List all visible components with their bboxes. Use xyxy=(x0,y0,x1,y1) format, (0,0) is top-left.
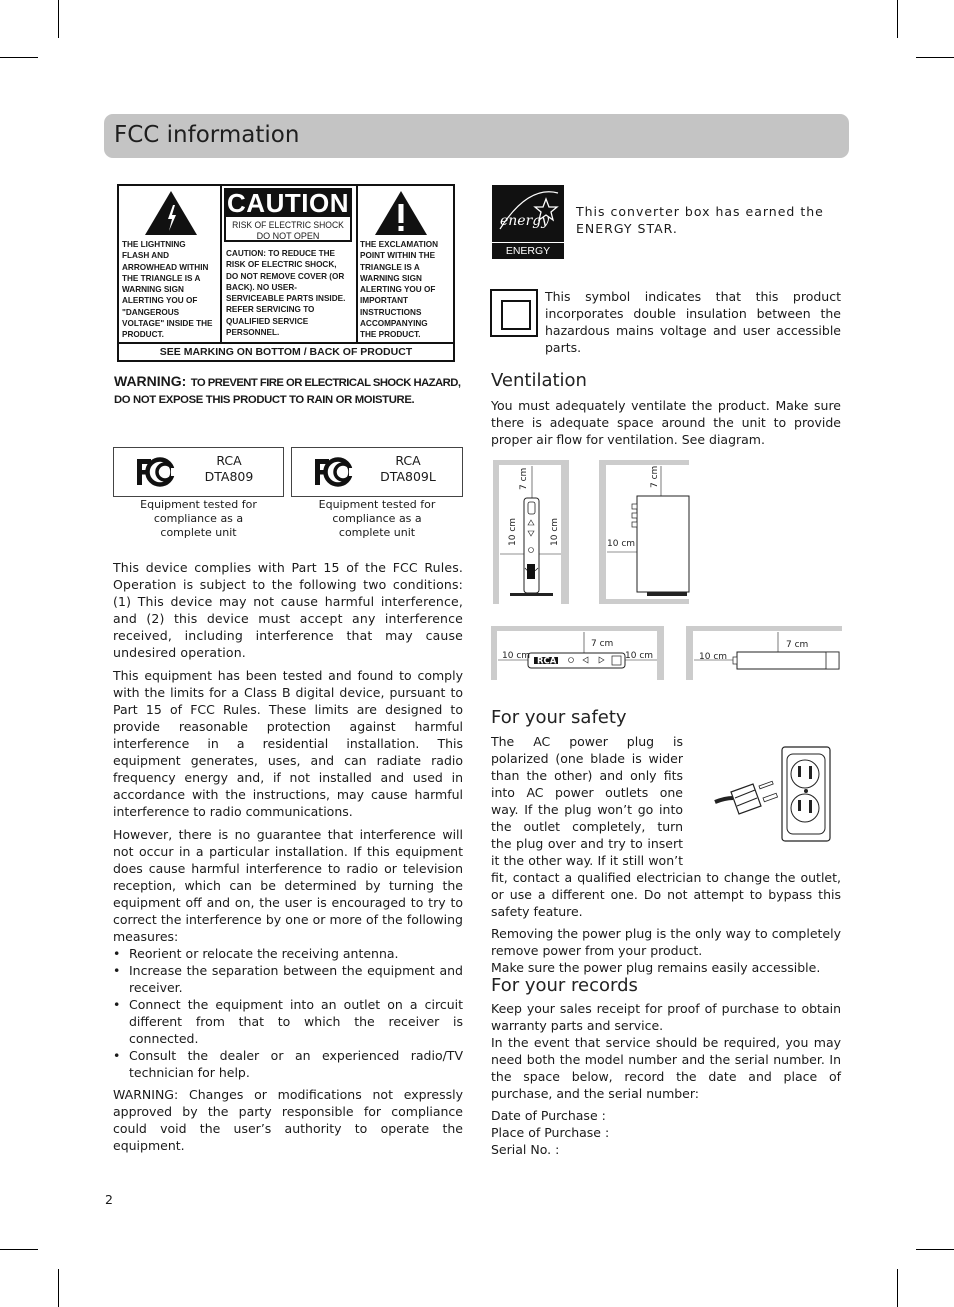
dimension-label: 7 cm xyxy=(519,467,529,490)
records-paragraph: Keep your sales receipt for proof of purchase to obtain warranty parts and service. xyxy=(491,1001,841,1033)
list-item: • Reorient or relocate the receiving antenna. xyxy=(113,945,463,962)
list-item: • Connect the equipment into an outlet on a circuit different from that to which the receiver is connected. xyxy=(113,996,463,1047)
fcc-logo-box xyxy=(291,447,463,497)
energy-star-text: ENERGY STAR xyxy=(492,242,564,260)
exclamation-warning-icon xyxy=(374,190,428,236)
section-header-bar xyxy=(104,114,849,158)
caution-title: CAUTION xyxy=(227,188,349,218)
warning-label: WARNING: xyxy=(114,373,187,389)
double-insulation-icon xyxy=(490,289,538,337)
crop-mark xyxy=(916,1249,954,1250)
energy-script: energy xyxy=(500,213,550,229)
crop-mark xyxy=(916,57,954,58)
dimension-label: 10 cm xyxy=(508,517,518,546)
warning-text: TO PREVENT FIRE OR ELECTRICAL SHOCK HAZARD, xyxy=(190,377,461,389)
fcc-model: DTA809L xyxy=(380,469,436,484)
fcc-logo-box xyxy=(113,447,284,497)
fcc-caption: Equipment tested for compliance as a complete unit xyxy=(318,498,436,539)
caution-explanation: CAUTION: TO REDUCE THE RISK OF ELECTRIC SHOCK, DO NOT REMOVE COVER (OR BACK). NO USER- SERVICEABLE PARTS INSIDE. REFER SERVICING TO QUALIFIED SERVICE PERSONNEL. xyxy=(226,249,346,338)
safety-heading: For your safety xyxy=(491,707,627,728)
dimension-label: 10 cm xyxy=(502,651,531,661)
dimension-label: 10 cm xyxy=(625,651,654,661)
fcc-logo-icon xyxy=(136,457,178,487)
fcc-paragraph: WARNING: Changes or modifications not expressly approved by the party responsible for compliance could void the user’s authority to operate the equipment. xyxy=(113,1087,463,1153)
caution-bottom-note: SEE MARKING ON BOTTOM / BACK OF PRODUCT xyxy=(159,346,413,358)
ventilation-text: You must adequately ventilate the product. Make sure there is adequate space around the unit to provide proper air flow for ventilation. See diagram. xyxy=(491,398,841,447)
safety-paragraph: Removing the power plug is the only way to completely remove power from your product. Make sure the power plug remains easily accessible. xyxy=(491,926,841,975)
caution-label xyxy=(117,184,455,362)
page-title: FCC information xyxy=(114,122,300,148)
crop-mark xyxy=(0,1249,38,1250)
dimension-label: 10 cm xyxy=(699,652,728,662)
page-number: 2 xyxy=(105,1192,113,1207)
fcc-paragraph: This equipment has been tested and found to comply with the limits for a Class B digital device, pursuant to Part 15 of FCC Rules. These limits are designed to provide reasonable protection against harmful interference in a residential installation. This equipment generates, uses, and can radiate radio frequency energy and, if not installed and used in accordance with the instructions, may cause harmful interference to radio communications. xyxy=(113,668,463,819)
list-item: • Increase the separation between the equipment and receiver. xyxy=(113,962,463,996)
caution-heading-box xyxy=(224,188,352,242)
fcc-logo-icon xyxy=(314,457,356,487)
device-brand-label: RCA xyxy=(537,656,557,667)
fcc-paragraph: This device complies with Part 15 of the FCC Rules. Operation is subject to the following two conditions: (1) This device may not cause harmful interference, and (2) this device must accept any interference received, including interference that may cause undesired operation. xyxy=(113,560,463,660)
fcc-caption: Equipment tested for compliance as a complete unit xyxy=(140,498,257,539)
list-item: • Consult the dealer or an experienced radio/TV technician for help. xyxy=(113,1047,463,1081)
records-heading: For your records xyxy=(491,975,638,996)
date-of-purchase-field: Date of Purchase : xyxy=(491,1108,606,1123)
lightning-explanation: THE LIGHTNING FLASH AND ARROWHEAD WITHIN THE TRIANGLE IS A WARNING SIGN ALERTING YOU OF "DANGEROUS VOLTAGE" INSIDE THE PRODUCT. xyxy=(122,240,213,340)
lightning-warning-icon xyxy=(144,190,198,236)
safety-text xyxy=(491,733,841,976)
dimension-label: 7 cm xyxy=(591,639,614,649)
dimension-label: 10 cm xyxy=(550,517,560,546)
crop-mark xyxy=(897,0,898,38)
safety-paragraph: The AC power plug is polarized (one blade is wider than the other) and only fits into AC power outlets one way. If the plug won’t go into the outlet completely, turn the plug over and try to insert it the other way. If it still won’t fit, contact a qualified electrician to change the outlet, or use a different one. Do not attempt to bypass this safety feature. xyxy=(491,734,841,919)
caution-subtitle: DO NOT OPEN xyxy=(256,231,320,241)
measures-list xyxy=(113,945,463,1081)
warning-notice xyxy=(114,373,474,409)
dimension-label: 10 cm xyxy=(607,539,636,549)
place-of-purchase-field: Place of Purchase : xyxy=(491,1125,610,1140)
fcc-brand: RCA xyxy=(395,453,421,468)
fcc-paragraph: However, there is no guarantee that interference will not occur in a particular installation. If this equipment does cause harmful interference to radio or television reception, which can be determined by turning the equipment off and on, the user is encouraged to try to correct the interference by one or more of the following measures: xyxy=(113,827,463,944)
fcc-brand: RCA xyxy=(216,453,242,468)
energy-star-icon xyxy=(492,185,564,241)
energy-star-logo xyxy=(492,185,564,274)
fcc-model: DTA809 xyxy=(204,469,254,484)
records-text xyxy=(491,1000,841,1158)
crop-mark xyxy=(897,1269,898,1307)
serial-number-field: Serial No. : xyxy=(491,1142,560,1157)
dimension-label: 7 cm xyxy=(650,465,660,488)
crop-mark xyxy=(58,1269,59,1307)
crop-mark xyxy=(0,57,38,58)
crop-mark xyxy=(58,0,59,38)
ventilation-diagram xyxy=(491,458,843,684)
energy-star-statement: This converter box has earned the ENERGY STAR. xyxy=(576,204,824,236)
dimension-label: 7 cm xyxy=(786,640,809,650)
ventilation-heading: Ventilation xyxy=(491,370,587,391)
records-paragraph: In the event that service should be required, you may need both the model number and the serial number. In the space below, record the date and place of purchase, and the serial number: xyxy=(491,1035,841,1101)
caution-subtitle: RISK OF ELECTRIC SHOCK xyxy=(232,220,344,230)
fcc-statement xyxy=(113,559,463,1154)
double-insulation-text: This symbol indicates that this product incorporates double insulation between the hazardous mains voltage and user accessible parts. xyxy=(545,289,841,355)
energy-star-text xyxy=(576,203,826,237)
warning-text: DO NOT EXPOSE THIS PRODUCT TO RAIN OR MOISTURE. xyxy=(114,394,415,406)
exclamation-explanation: THE EXCLAMATION POINT WITHIN THE TRIANGLE IS A WARNING SIGN ALERTING YOU OF IMPORTANT INSTRUCTIONS ACCOMPANYING THE PRODUCT. xyxy=(360,240,439,340)
